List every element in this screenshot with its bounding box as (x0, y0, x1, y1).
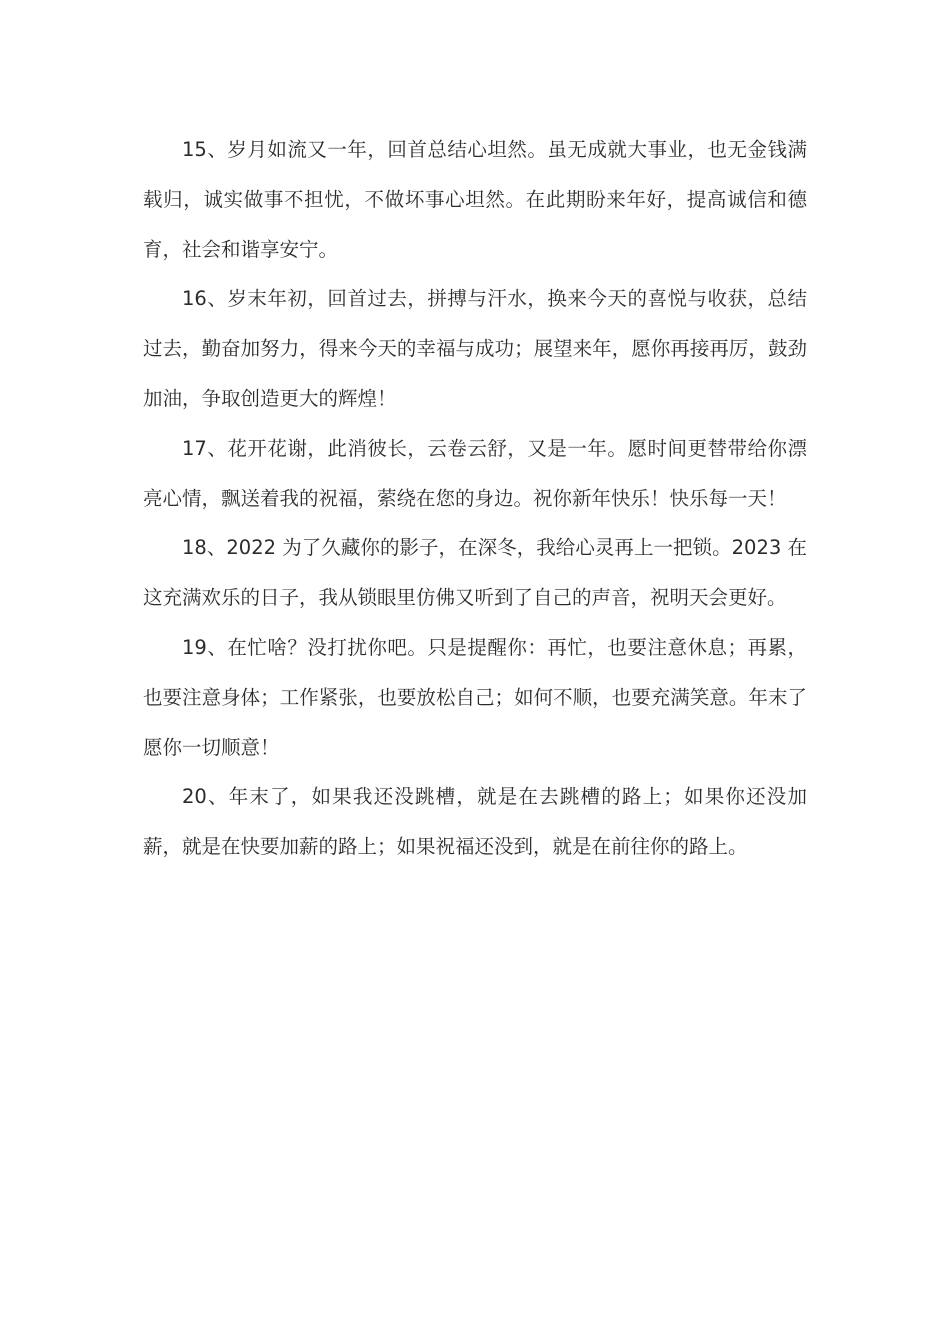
paragraph-15: 15、岁月如流又一年，回首总结心坦然。虽无成就大事业，也无金钱满载归，诚实做事不担忧，不做坏事心坦然。在此期盼来年好，提高诚信和德育，社会和谐享安宁。 (143, 138, 807, 261)
paragraph-17: 17、花开花谢，此消彼长，云卷云舒，又是一年。愿时间更替带给你漂亮心情，飘送着我的祝福，萦绕在您的身边。祝你新年快乐！快乐每一天！ (143, 436, 807, 510)
paragraph-16: 16、岁末年初，回首过去，拼搏与汗水，换来今天的喜悦与收获，总结过去，勤奋加努力，得来今天的幸福与成功；展望来年，愿你再接再厉，鼓劲加油，争取创造更大的辉煌！ (143, 287, 807, 410)
paragraph-20: 20、年末了，如果我还没跳槽，就是在去跳槽的路上；如果你还没加薪，就是在快要加薪的路上；如果祝福还没到，就是在前往你的路上。 (143, 785, 807, 859)
document-body (143, 125, 807, 872)
paragraph-18: 18、2022 为了久藏你的影子，在深冬，我给心灵再上一把锁。2023 在这充满欢乐的日子，我从锁眼里仿佛又听到了自己的声音，祝明天会更好。 (143, 536, 807, 610)
paragraph-19: 19、在忙啥？没打扰你吧。只是提醒你：再忙，也要注意休息；再累，也要注意身体；工作紧张，也要放松自己；如何不顺，也要充满笑意。年末了愿你一切顺意！ (143, 635, 807, 759)
